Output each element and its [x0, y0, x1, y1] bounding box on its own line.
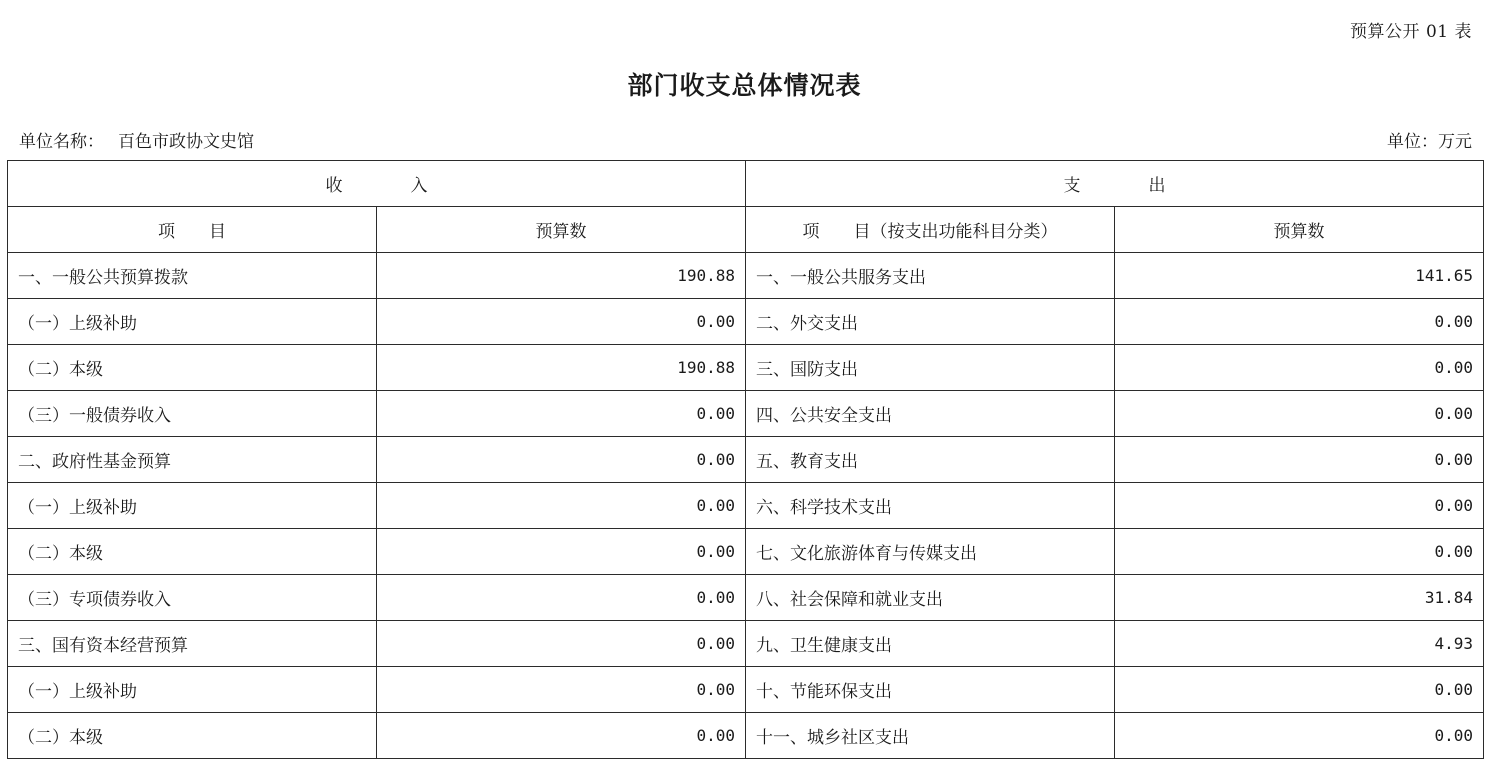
income-item-cell: （三）专项债券收入 [8, 575, 377, 621]
income-item-cell: （二）本级 [8, 345, 377, 391]
expense-item-cell: 十、节能环保支出 [746, 667, 1115, 713]
income-amount-cell: 0.00 [377, 483, 746, 529]
table-row [8, 437, 1484, 483]
expense-item-cell: 三、国防支出 [746, 345, 1115, 391]
table-row [8, 621, 1484, 667]
expense-amount-cell: 0.00 [1115, 529, 1484, 575]
income-item-cell: 二、政府性基金预算 [8, 437, 377, 483]
unit-measure: 单位：万元 [1387, 132, 1472, 152]
table-row [8, 253, 1484, 299]
unit-name-value: 百色市政协文史馆 [118, 132, 254, 152]
income-amount-cell: 0.00 [377, 299, 746, 345]
expense-item-cell: 七、文化旅游体育与传媒支出 [746, 529, 1115, 575]
expense-amount-cell: 4.93 [1115, 621, 1484, 667]
income-amount-header: 预算数 [377, 207, 746, 253]
table-row [8, 483, 1484, 529]
table-row [8, 575, 1484, 621]
income-item-cell: （二）本级 [8, 529, 377, 575]
income-amount-cell: 0.00 [377, 437, 746, 483]
income-amount-cell: 190.88 [377, 253, 746, 299]
income-item-cell: （一）上级补助 [8, 483, 377, 529]
income-item-cell: （一）上级补助 [8, 667, 377, 713]
group-header-row [8, 161, 1484, 207]
expense-amount-cell: 0.00 [1115, 345, 1484, 391]
expense-group-header: 支 出 [746, 161, 1484, 207]
income-item-header: 项 目 [8, 207, 377, 253]
expense-item-cell: 九、卫生健康支出 [746, 621, 1115, 667]
page-title: 部门收支总体情况表 [627, 71, 862, 100]
expense-amount-cell: 0.00 [1115, 299, 1484, 345]
unit-name-block [19, 127, 254, 152]
expense-item-cell: 八、社会保障和就业支出 [746, 575, 1115, 621]
expense-item-cell: 五、教育支出 [746, 437, 1115, 483]
expense-amount-cell: 0.00 [1115, 483, 1484, 529]
column-header-row [8, 207, 1484, 253]
unit-name-label: 单位名称： [19, 132, 104, 152]
income-amount-cell: 0.00 [377, 667, 746, 713]
budget-table-body [8, 161, 1484, 759]
income-amount-cell: 0.00 [377, 621, 746, 667]
income-item-cell: （三）一般债券收入 [8, 391, 377, 437]
income-item-cell: （一）上级补助 [8, 299, 377, 345]
table-row [8, 299, 1484, 345]
income-amount-cell: 190.88 [377, 345, 746, 391]
expense-amount-cell: 31.84 [1115, 575, 1484, 621]
income-item-cell: 三、国有资本经营预算 [8, 621, 377, 667]
expense-item-cell: 四、公共安全支出 [746, 391, 1115, 437]
expense-amount-cell: 0.00 [1115, 391, 1484, 437]
budget-table [7, 160, 1484, 759]
income-item-cell: （二）本级 [8, 713, 377, 759]
expense-item-header: 项 目（按支出功能科目分类） [746, 207, 1115, 253]
expense-item-cell: 十一、城乡社区支出 [746, 713, 1115, 759]
income-amount-cell: 0.00 [377, 575, 746, 621]
table-row [8, 713, 1484, 759]
income-amount-cell: 0.00 [377, 391, 746, 437]
income-group-header: 收 入 [8, 161, 746, 207]
expense-amount-cell: 0.00 [1115, 713, 1484, 759]
expense-item-cell: 一、一般公共服务支出 [746, 253, 1115, 299]
expense-amount-cell: 0.00 [1115, 437, 1484, 483]
unit-info-line [19, 127, 1472, 151]
expense-amount-header: 预算数 [1115, 207, 1484, 253]
expense-item-cell: 二、外交支出 [746, 299, 1115, 345]
income-amount-cell: 0.00 [377, 713, 746, 759]
table-row [8, 345, 1484, 391]
expense-amount-cell: 141.65 [1115, 253, 1484, 299]
expense-item-cell: 六、科学技术支出 [746, 483, 1115, 529]
table-row [8, 667, 1484, 713]
income-amount-cell: 0.00 [377, 529, 746, 575]
form-code: 预算公开 01 表 [1350, 22, 1472, 42]
expense-amount-cell: 0.00 [1115, 667, 1484, 713]
table-row [8, 391, 1484, 437]
income-item-cell: 一、一般公共预算拨款 [8, 253, 377, 299]
table-row [8, 529, 1484, 575]
